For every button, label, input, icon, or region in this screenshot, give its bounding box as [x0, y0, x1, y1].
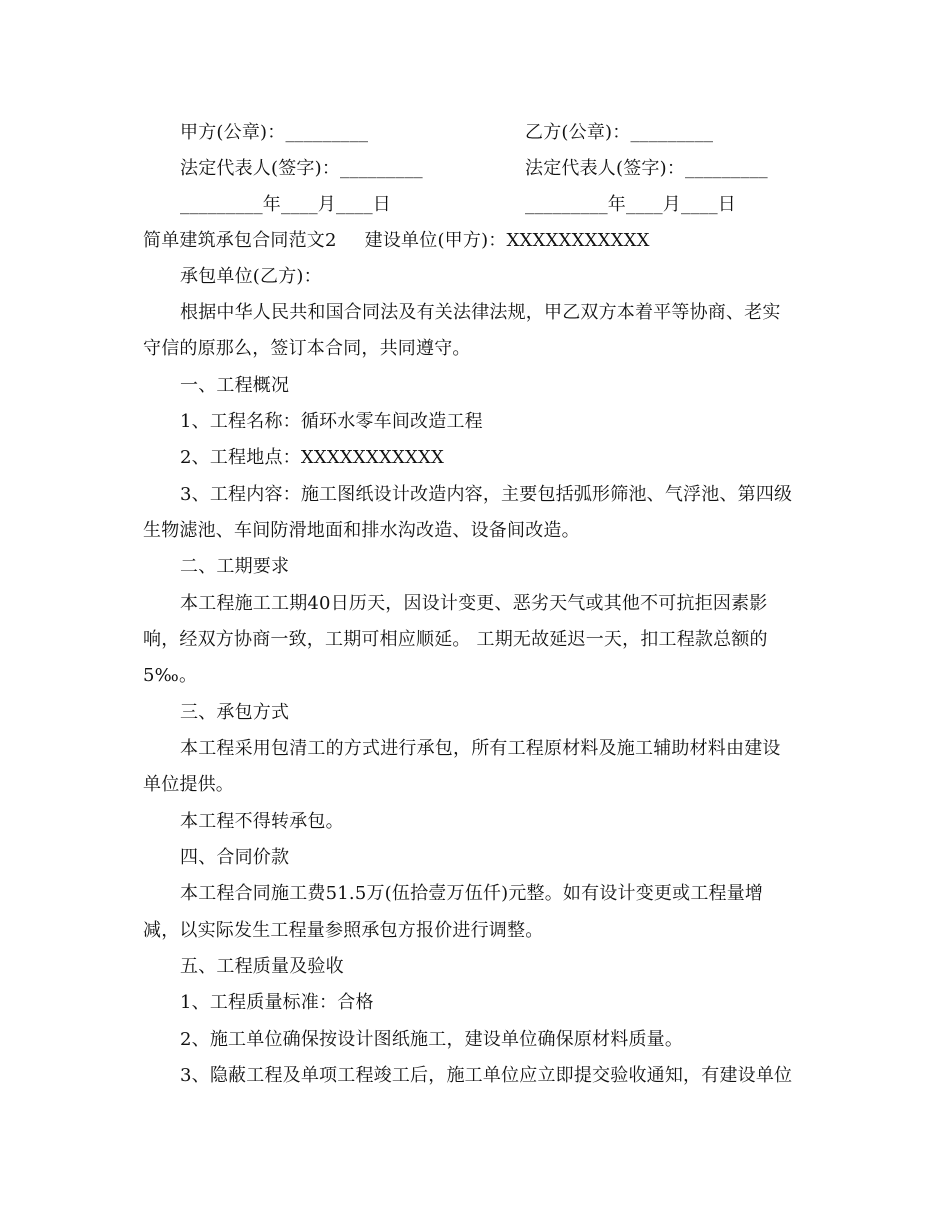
- intro-paragraph-line-1: 根据中华人民共和国合同法及有关法律法规，甲乙双方本着平等协商、老实: [180, 302, 781, 323]
- section-1-item-1: 1、工程名称：循环水零车间改造工程: [180, 411, 483, 432]
- section-3-paragraph-2: 本工程不得转承包。: [180, 811, 344, 832]
- section-1-item-3-line-2: 生物滤池、车间防滑地面和排水沟改造、设备间改造。: [143, 520, 580, 541]
- party-b-date: _________年____月____日: [525, 194, 736, 215]
- contractor-line: 承包单位(乙方)：: [180, 266, 322, 287]
- title-line: [143, 228, 650, 254]
- section-2-paragraph-line-1: 本工程施工工期40日历天，因设计变更、恶劣天气或其他不可抗拒因素影: [180, 593, 768, 614]
- party-a-seal: 甲方(公章)：_________: [180, 122, 369, 143]
- section-2-paragraph-line-3: 5‰。: [143, 665, 198, 686]
- section-5-heading: 五、工程质量及验收: [180, 956, 344, 977]
- section-5-item-2: 2、施工单位确保按设计图纸施工，建设单位确保原材料质量。: [180, 1029, 684, 1050]
- party-a-date: _________年____月____日: [180, 194, 391, 215]
- section-4-paragraph-line-1: 本工程合同施工费51.5万(伍拾壹万伍仟)元整。如有设计变更或工程量增: [180, 883, 764, 904]
- section-4-heading: 四、合同价款: [180, 847, 290, 868]
- section-4-paragraph-line-2: 减，以实际发生工程量参照承包方报价进行调整。: [143, 920, 544, 941]
- section-1-item-2: 2、工程地点：XXXXXXXXXXX: [180, 447, 445, 468]
- intro-paragraph-line-2: 守信的原那么，签订本合同，共同遵守。: [143, 338, 471, 359]
- section-3-paragraph-1-line-1: 本工程采用包清工的方式进行承包，所有工程原材料及施工辅助材料由建设: [180, 738, 781, 759]
- section-1-item-3-line-1: 3、工程内容：施工图纸设计改造内容，主要包括弧形筛池、气浮池、第四级: [180, 484, 793, 505]
- party-a-representative: 法定代表人(签字)：_________: [180, 158, 423, 179]
- section-3-paragraph-1-line-2: 单位提供。: [143, 774, 234, 795]
- section-1-heading: 一、工程概况: [180, 375, 290, 396]
- document-title: 简单建筑承包合同范文2: [143, 230, 337, 251]
- party-b-representative: 法定代表人(签字)：_________: [525, 158, 768, 179]
- party-b-seal: 乙方(公章)：_________: [525, 122, 714, 143]
- section-5-item-1: 1、工程质量标准：合格: [180, 992, 374, 1013]
- section-5-item-3: 3、隐蔽工程及单项工程竣工后，施工单位应立即提交验收通知，有建设单位: [180, 1065, 793, 1086]
- section-2-paragraph-line-2: 响，经双方协商一致，工期可相应顺延。 工期无故延迟一天，扣工程款总额的: [143, 629, 768, 650]
- section-2-heading: 二、工期要求: [180, 556, 290, 577]
- employer-line: 建设单位(甲方)：XXXXXXXXXXX: [364, 230, 650, 251]
- section-3-heading: 三、承包方式: [180, 702, 290, 723]
